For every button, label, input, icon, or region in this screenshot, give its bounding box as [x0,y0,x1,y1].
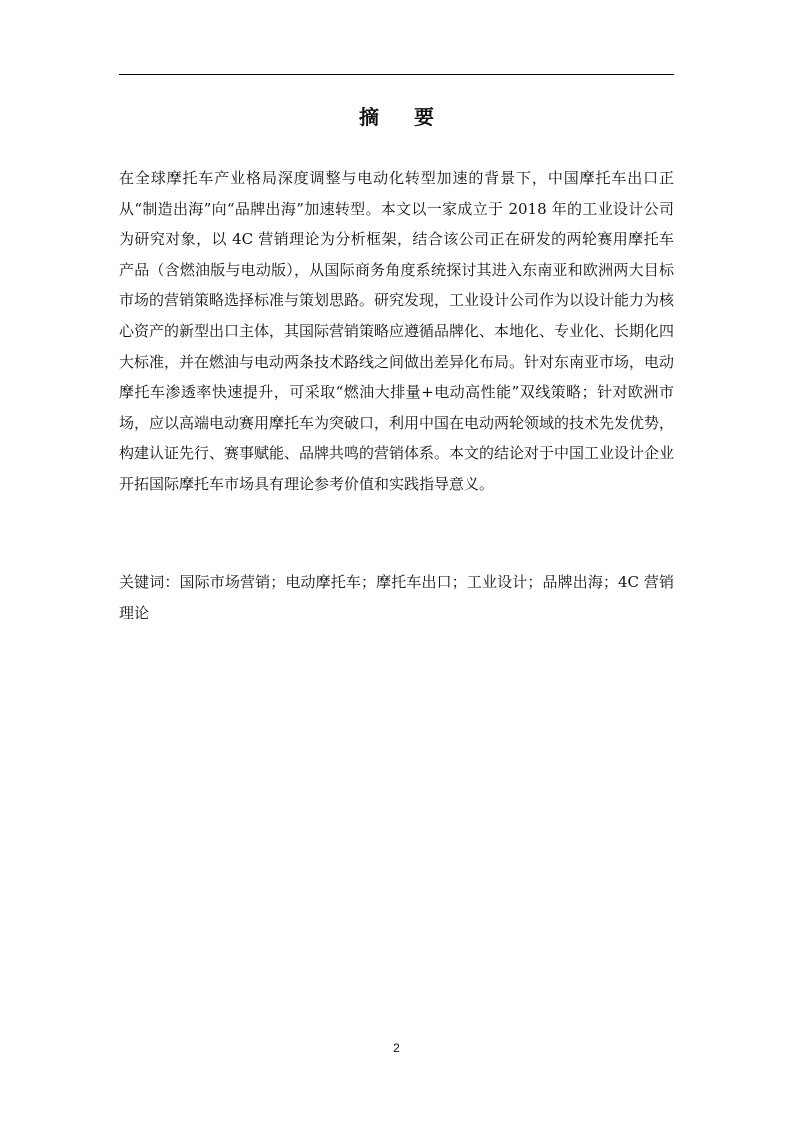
keywords-paragraph: 关键词：国际市场营销；电动摩托车；摩托车出口；工业设计；品牌出海；4C 营销理论 [119,573,674,622]
page-number: 2 [393,1041,400,1055]
header-rule [119,74,674,75]
abstract-paragraph: 在全球摩托车产业格局深度调整与电动化转型加速的背景下，中国摩托车出口正从“制造出海”向“品牌出海”加速转型。本文以一家成立于 2018 年的工业设计公司为研究对象，以 4C 营销理论为分析框架，结合该公司正在研发的两轮赛用摩托车产品（含燃油版与电动版），从国际商务角度系统探讨其进入东南亚和欧洲两大目标市场的营销策略选择标准与策划思路。研究发现，工业设计公司作为以设计能力为核心资产的新型出口主体，其国际营销策略应遵循品牌化、本地化、专业化、长期化四大标准，并在燃油与电动两条技术路线之间做出差异化布局。针对东南亚市场，电动摩托车渗透率快速提升，可采取“燃油大排量+电动高性能”双线策略；针对欧洲市场，应以高端电动赛用摩托车为突破口，利用中国在电动两轮领域的技术先发优势，构建认证先行、赛事赋能、品牌共鸣的营销体系。本文的结论对于中国工业设计企业开拓国际摩托车市场具有理论参考价值和实践指导意义。 [119,169,675,493]
page-title: 摘 要 [359,105,448,129]
